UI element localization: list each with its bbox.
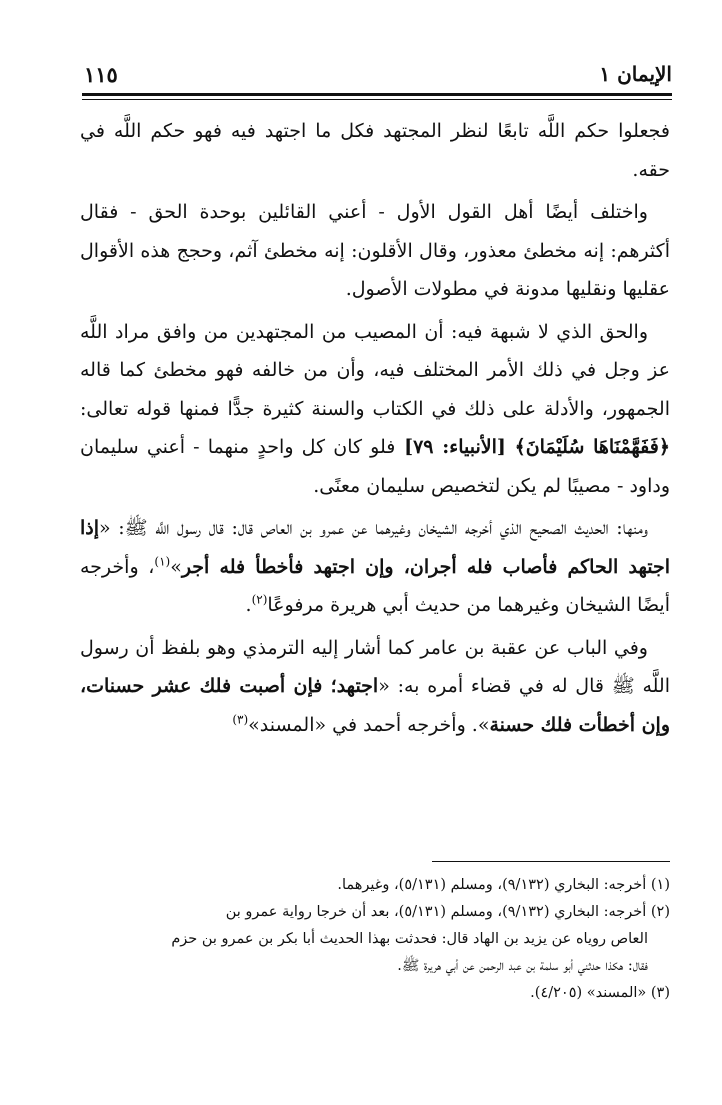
footnotes <box>80 872 670 1007</box>
main-text <box>80 112 670 744</box>
footnote-ref-2[interactable]: (٢) <box>251 592 268 607</box>
paragraph-3: والحق الذي لا شبهة فيه: أن المصيب من المجتهدين من وافق مراد اللَّه عز وجل في ذلك الأمر المختلف فيه، وأن من خالفه فهو مخطئ كما قاله الجمهور، والأدلة على ذلك في الكتاب والسنة كثيرة جدًّا فمنها قوله تعالى: ﴿فَفَهَّمْنَاهَا سُلَيْمَانَ﴾ [الأنبياء: ٧٩] فلو كان كل واحدٍ منهما - أعني سليمان وداود - مصيبًا لم يكن لتخصيص سليمان معنًى. <box>80 320 671 497</box>
hadith-quote-2: اجتهد؛ فإن أصبت فلك عشر حسنات، وإن أخطأت فلك حسنة <box>80 675 670 736</box>
footnote-1: (١) أخرجه: البخاري (٩/١٣٢)، ومسلم (٥/١٣١)، وغيرهما. <box>337 877 670 893</box>
running-header <box>84 58 672 90</box>
footnote-separator <box>432 861 670 862</box>
footnote-ref-1[interactable]: (١) <box>154 554 171 569</box>
page-number: ١١٥ <box>84 61 118 87</box>
header-rule-thick <box>82 93 672 96</box>
header-rule-thin <box>82 99 672 100</box>
footnote-ref-3[interactable]: (٣) <box>232 712 249 727</box>
quran-verse: ﴿فَفَهَّمْنَاهَا سُلَيْمَانَ﴾ <box>514 436 671 458</box>
footnote-2-continuation: فقال: هكذا حدثني أبو سلمة بن عبد الرحمن عن أبي هريرة ﷺ. <box>397 958 648 974</box>
footnote-2: (٢) أخرجه: البخاري (٩/١٣٢)، ومسلم (٥/١٣١)، بعد أن خرجا رواية عمرو بن <box>225 904 670 920</box>
verse-reference: [الأنبياء: ٧٩] <box>395 436 515 458</box>
paragraph-5: وفي الباب عن عقبة بن عامر كما أشار إليه الترمذي وهو بلفظ أن رسول اللَّه ﷺ قال له في قضاء أمره به: «اجتهد؛ فإن أصبت فلك عشر حسنات، وإن أخطأت فلك حسنة». وأخرجه أحمد في «المسند»$^{(٣)}$ <box>80 636 670 736</box>
paragraph-2: واختلف أيضًا أهل القول الأول - أعني القائلين بوحدة الحق - فقال أكثرهم: إنه مخطئ معذور، وقال الأقلون: إنه مخطئ آثم، وحجج هذه الأقوال عقليها ونقليها مدونة في مطولات الأصول. <box>80 201 670 300</box>
hadith-quote: إذا اجتهد الحاكم فأصاب فله أجران، وإن اجتهد فأخطأ فله أجر <box>80 517 670 578</box>
paragraph-1: فجعلوا حكم اللَّه تابعًا لنظر المجتهد فكل ما اجتهد فيه فهو حكم اللَّه في حقه. <box>80 120 670 181</box>
footnote-3: (٣) «المسند» (٤/٢٠٥). <box>530 985 670 1001</box>
footnote-2-continuation: العاص روياه عن يزيد بن الهاد قال: فحدثت بهذا الحديث أبا بكر بن عمرو بن حزم <box>171 931 648 947</box>
paragraph-4: ومنها: الحديث الصحيح الذي أخرجه الشيخان وغيرهما عن عمرو بن العاص قال: قال رسول اللَّه ﷺ: «إذا اجتهد الحاكم فأصاب فله أجران، وإن اجتهد فأخطأ فله أجر»$^{(١)}$، وأخرجه أيضًا الشيخان وغيرهما من حديث أبي هريرة مرفوعًا$^{(٢)}$. <box>80 517 670 616</box>
chapter-title: الإيمان ١ <box>599 62 672 86</box>
